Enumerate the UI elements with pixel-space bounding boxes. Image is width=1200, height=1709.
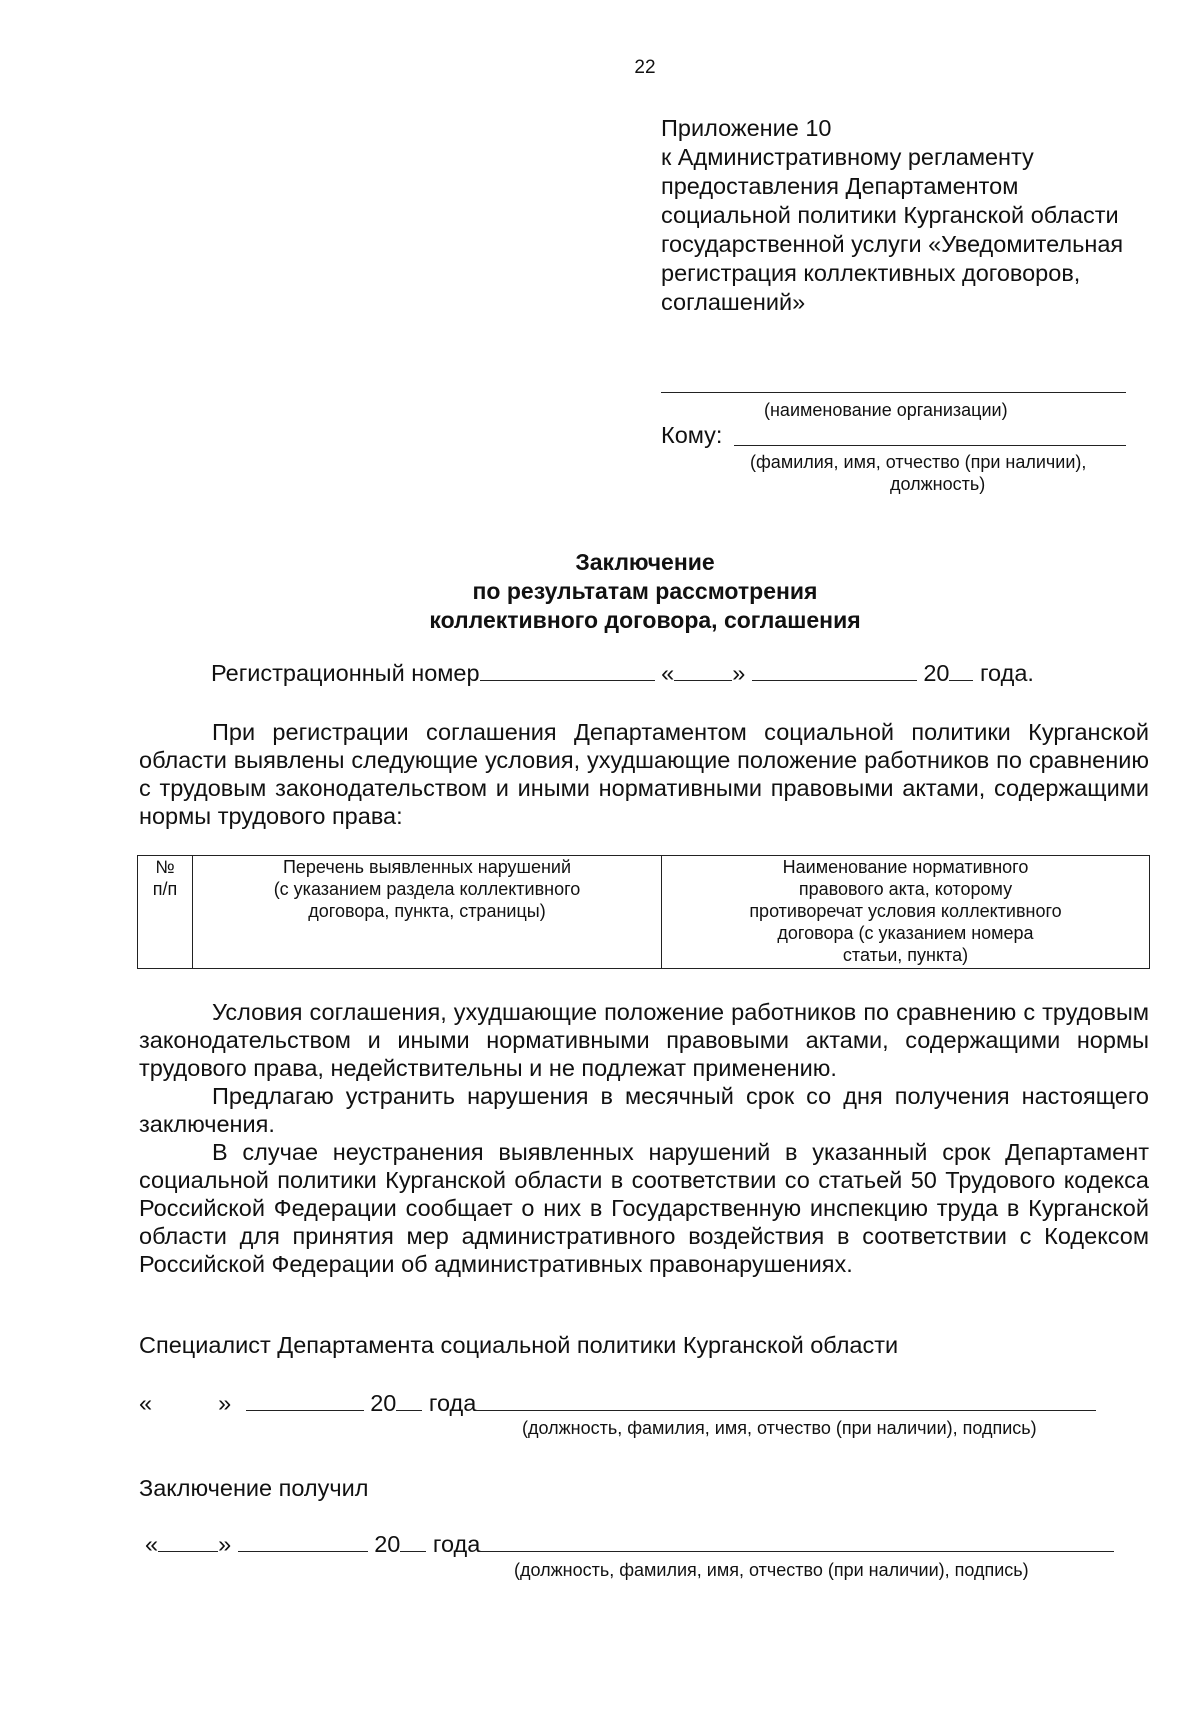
title-line2: по результатам рассмотрения xyxy=(472,578,818,604)
header-legal-act-line: договора (с указанием номера xyxy=(777,923,1034,943)
header-legal-act-line: статьи, пункта) xyxy=(842,945,969,965)
day-blank xyxy=(158,1531,218,1552)
header-legal-act-line: правового акта, которому xyxy=(798,879,1013,899)
appendix-line: социальной политики Курганской области xyxy=(661,202,1119,228)
organization-blank-line xyxy=(661,392,1126,393)
year-prefix: 20 xyxy=(370,1390,397,1416)
header-legal-act-line: Наименование нормативного xyxy=(782,857,1029,877)
signature-blank xyxy=(476,1390,1096,1411)
signature-blank xyxy=(480,1531,1114,1552)
month-blank xyxy=(246,1390,364,1411)
quote-open: « xyxy=(145,1531,159,1557)
header-legal-act-line: противоречат условия коллективного xyxy=(749,901,1062,921)
document-title xyxy=(0,548,1200,635)
receiver-caption: (должность, фамилия, имя, отчество (при наличии), подпись) xyxy=(514,1560,1029,1580)
year-prefix: 20 xyxy=(923,660,950,686)
appendix-heading xyxy=(661,114,1123,317)
receiver-date-line xyxy=(145,1531,1114,1558)
header-legal-act xyxy=(662,856,1150,969)
year-blank xyxy=(400,1531,426,1552)
header-number xyxy=(138,856,193,969)
consequences-paragraph: В случае неустранения выявленных нарушений в указанный срок Департамент социальной политики Курганской области в соответствии со статьей 50 Трудового кодекса Российской Федерации сообщает о них в Государственную инспекцию труда в Курганской области для принятия мер административного воздействия в соответствии с Кодексом Российской Федерации об административных правонарушениях. xyxy=(139,1139,1149,1277)
specialist-date-line xyxy=(139,1390,1096,1417)
year-blank xyxy=(949,660,973,681)
appendix-line: регистрация коллективных договоров, xyxy=(661,260,1081,286)
appendix-line: государственной услуги «Уведомительная xyxy=(661,231,1124,257)
registration-label: Регистрационный номер xyxy=(211,660,480,686)
proposal-paragraph: Предлагаю устранить нарушения в месячный срок со дня получения настоящего заключения. xyxy=(139,1083,1149,1137)
header-violations-line: Перечень выявленных нарушений xyxy=(282,857,572,877)
header-violations-line: (с указанием раздела коллективного xyxy=(273,879,581,899)
to-label: Кому: xyxy=(661,422,723,448)
header-violations xyxy=(193,856,662,969)
quote-open: « xyxy=(139,1390,153,1416)
appendix-line: соглашений» xyxy=(661,289,806,315)
receiver-label: Заключение получил xyxy=(139,1475,369,1501)
organization-caption: (наименование организации) xyxy=(764,400,1008,420)
title-line3: коллективного договора, соглашения xyxy=(429,607,861,633)
quote-open: « xyxy=(661,660,675,686)
recipient-blank-line xyxy=(734,445,1126,446)
recipient-caption-line2: должность) xyxy=(890,474,986,494)
specialist-caption: (должность, фамилия, имя, отчество (при наличии), подпись) xyxy=(522,1418,1037,1438)
year-prefix: 20 xyxy=(374,1531,401,1557)
specialist-label: Специалист Департамента социальной политики Курганской области xyxy=(139,1332,899,1358)
year-blank xyxy=(396,1390,422,1411)
appendix-line: к Административному регламенту xyxy=(661,144,1034,170)
year-suffix: года xyxy=(432,1531,481,1557)
header-number-line: п/п xyxy=(152,879,178,899)
registration-number-blank xyxy=(480,660,655,681)
month-blank xyxy=(752,660,917,681)
appendix-line: Приложение 10 xyxy=(661,115,832,141)
quote-close: » xyxy=(218,1390,232,1416)
page-number: 22 xyxy=(634,57,656,78)
conditions-paragraph: Условия соглашения, ухудшающие положение работников по сравнению с трудовым законодательством и иными нормативными правовыми актами, содержащими нормы трудового права, недействительны и не подлежат применению. xyxy=(139,999,1149,1081)
quote-close: » xyxy=(732,660,746,686)
table-header-row xyxy=(138,856,1150,969)
violations-table xyxy=(137,855,1150,969)
registration-line xyxy=(211,660,1034,687)
title-line1: Заключение xyxy=(575,549,715,575)
appendix-line: предоставления Департаментом xyxy=(661,173,1019,199)
recipient-caption-line1: (фамилия, имя, отчество (при наличии), xyxy=(750,452,1087,472)
quote-close: » xyxy=(218,1531,232,1557)
header-violations-line: договора, пункта, страницы) xyxy=(308,901,546,921)
day-blank xyxy=(674,660,732,681)
header-number-line: № xyxy=(155,857,175,877)
month-blank xyxy=(238,1531,368,1552)
intro-paragraph: При регистрации соглашения Департаментом социальной политики Курганской области выявлены следующие условия, ухудшающие положение работников по сравнению с трудовым законодательством и иными нормативными правовыми актами, содержащими нормы трудового права: xyxy=(139,719,1149,829)
year-suffix: года xyxy=(428,1390,477,1416)
year-suffix: года. xyxy=(980,660,1034,686)
